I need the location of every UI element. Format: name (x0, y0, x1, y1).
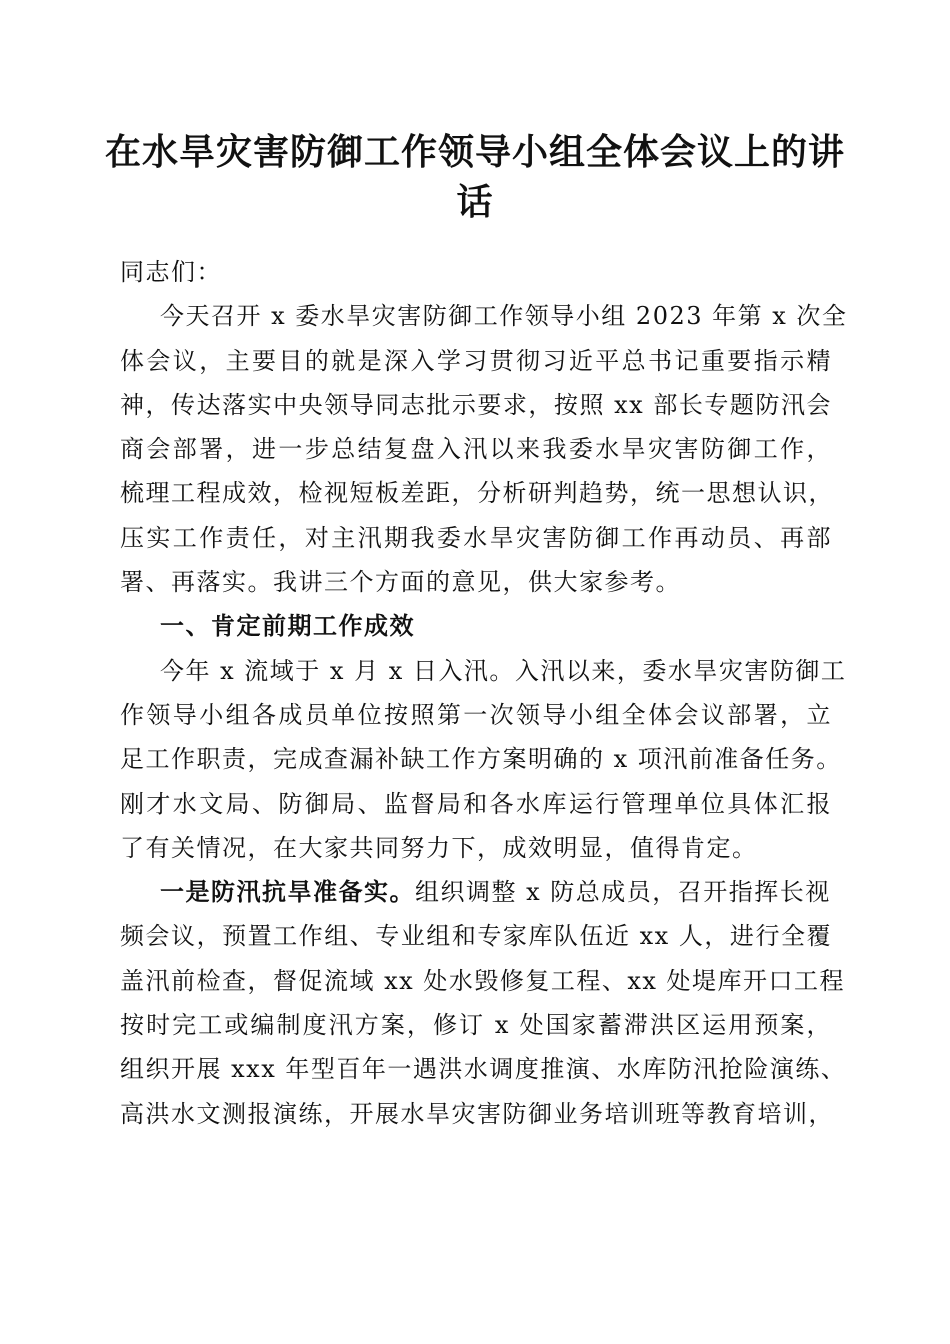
title-line-1: 在水旱灾害防御工作领导小组全体会议上的讲 (104, 132, 845, 173)
paragraph-line-rest: 组织调整 x 防总成员，召开指挥长视 (415, 878, 831, 907)
title-line-2: 话 (456, 182, 494, 223)
paragraph-line: 作领导小组各成员单位按照第一次领导小组全体会议部署，立 (120, 700, 832, 729)
bold-lead-phrase: 一是防汛抗旱准备实。 (160, 877, 415, 907)
paragraph-line: 梳理工程成效，检视短板差距，分析研判趋势，统一思想认识， (120, 479, 834, 508)
paragraph-line (120, 870, 832, 914)
paragraph-line: 了有关情况，在大家共同努力下，成效明显，值得肯定。 (120, 833, 758, 862)
paragraph-line: 神，传达落实中央领导同志批示要求，按照 xx 部长专题防汛会 (120, 390, 832, 419)
paragraph-line: 组织开展 xxx 年型百年一遇洪水调度推演、水库防汛抢险演练、 (120, 1055, 847, 1084)
section-heading: 一、肯定前期工作成效 (160, 612, 415, 641)
salutation: 同志们： (120, 258, 222, 286)
paragraph-line: 体会议，主要目的就是深入学习贯彻习近平总书记重要指示精 (120, 346, 832, 375)
paragraph-line: 盖汛前检查，督促流域 xx 处水毁修复工程、xx 处堤库开口工程 (120, 966, 846, 995)
paragraph-line: 刚才水文局、防御局、监督局和各水库运行管理单位具体汇报 (120, 789, 832, 818)
document-title (100, 128, 850, 228)
paragraph-line: 高洪水文测报演练，开展水旱灾害防御业务培训班等教育培训， (120, 1099, 834, 1128)
paragraph-line: 压实工作责任，对主汛期我委水旱灾害防御工作再动员、再部 (120, 523, 832, 552)
document-body (120, 250, 848, 1136)
paragraph-line: 今年 x 流域于 x 月 x 日入汛。入汛以来，委水旱灾害防御工 (160, 656, 847, 685)
paragraph-line: 商会部署，进一步总结复盘入汛以来我委水旱灾害防御工作， (120, 435, 832, 464)
paragraph-line: 按时完工或编制度汛方案，修订 x 处国家蓄滞洪区运用预案， (120, 1011, 832, 1040)
paragraph-line: 频会议，预置工作组、专业组和专家库队伍近 xx 人，进行全覆 (120, 922, 832, 951)
paragraph-line: 足工作职责，完成查漏补缺工作方案明确的 x 项汛前准备任务。 (120, 745, 842, 774)
paragraph-line: 署、再落实。我讲三个方面的意见，供大家参考。 (120, 568, 681, 597)
paragraph-line: 今天召开 x 委水旱灾害防御工作领导小组 2023 年第 x 次全 (160, 302, 848, 331)
